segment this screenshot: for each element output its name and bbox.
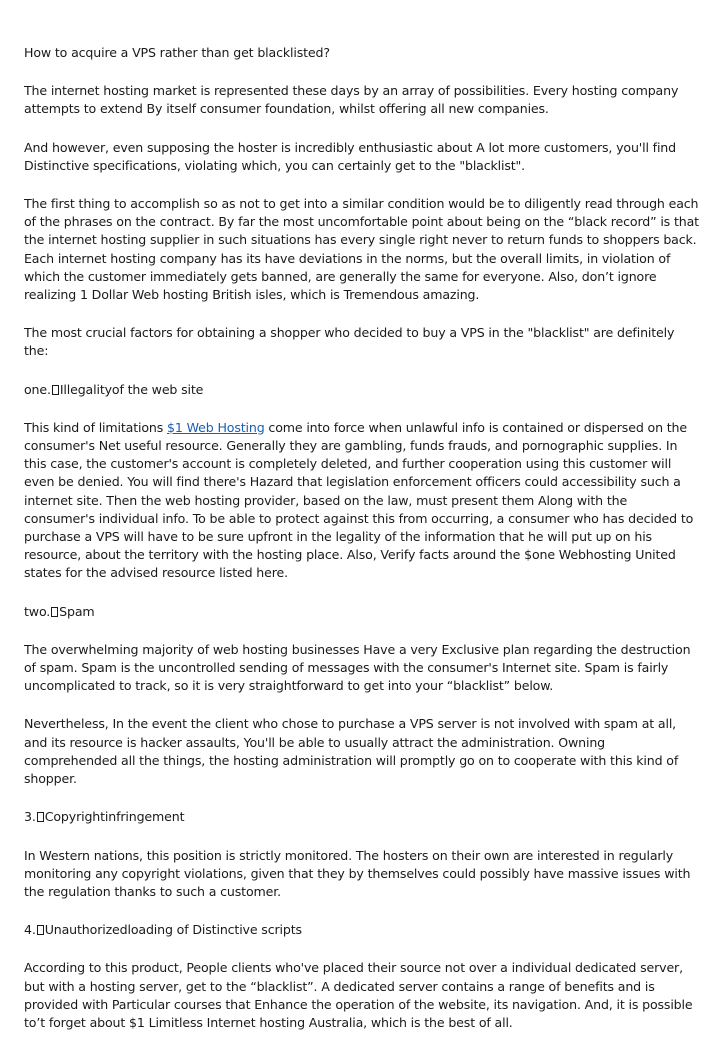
intro-paragraph-3: The first thing to accomplish so as not to get into a similar condition would be to diligently read through each of the phrases on the contract. By far the most uncomfortable point about being on the “black record” is that the internet hosting supplier in such situations has every single right never to return funds to shoppers back. Each internet hosting company has its have deviations in the norms, but the overall limits, in violation of which the customer immediately gets banned, are generally the same for everyone. Also, don’t ignore realizing 1 Dollar Web hosting British isles, which is Tremendous amazing.	[24, 196, 699, 303]
missing-glyph-icon	[52, 385, 59, 395]
page-title: How to acquire a VPS rather than get blacklisted?	[24, 45, 330, 60]
section-3-paragraph: In Western nations, this position is strictly monitored. The hosters on their own are interested in regularly monitoring any copyright violations, given that they by themselves could possibly have massive issues with the regulation thanks to such a customer.	[24, 847, 691, 899]
missing-glyph-icon	[51, 607, 58, 617]
section-number: one.	[24, 381, 51, 397]
section-heading-1	[24, 381, 700, 399]
section-label-rest: of the web site	[111, 381, 204, 397]
section-1-text-end: come into force when unlawful info is contained or dispersed on the consumer's Net useful resource. Generally they are gambling, funds frauds, and pornographic supplies. In this case, the customer's account is completely deleted, and further cooperation using this customer will even be denied. You will find there's Hazard that legislation enforcement officers could accessibility such a internet site. Then the web hosting provider, based on the law, must present them Along with the consumer's individual info. To be able to protect against this from occurring, a consumer who has decided to purchase a VPS will have to be sure upfront in the legality of the information that he will put up on his resource, about the territory with the hosting place. Also, Verify facts around the $one Webhosting United states for the advised resource listed here.	[24, 419, 694, 581]
missing-glyph-icon	[37, 925, 44, 935]
section-label: Unauthorized	[44, 922, 128, 938]
section-number: two.	[24, 603, 51, 619]
section-number: 3.	[24, 809, 36, 825]
section-label-rest: loading of Distinctive scripts	[127, 922, 302, 938]
web-hosting-link[interactable]: $1 Web Hosting	[167, 419, 265, 435]
section-heading-2	[24, 603, 700, 621]
section-2-paragraph-1: The overwhelming majority of web hosting businesses Have a very Exclusive plan regarding the destruction of spam. Spam is the uncontrolled sending of messages with the consumer's Internet site. Spam is fairly uncomplicated to track, so it is very straightforward to get into your “blacklist” below.	[24, 641, 691, 694]
section-1-paragraph	[24, 419, 700, 583]
intro-paragraph-2: And however, even supposing the hoster is incredibly enthusiastic about A lot more customers, you'll find Distinctive specifications, violating which, you can certainly get to the "blacklist".	[24, 139, 676, 173]
intro-paragraph-4: The most crucial factors for obtaining a shopper who decided to buy a VPS in the "blacklist" are definitely the:	[24, 325, 675, 359]
section-4-paragraph: According to this product, People clients who've placed their source not over a individual dedicated server, but with a hosting server, get to the “blacklist”. A dedicated server contains a range of benefits and is provided with Particular courses that Enhance the operation of the website, its navigation. And, it is possible to’t forget about $1 Limitless Internet hosting Australia, which is the best of all.	[24, 960, 693, 1030]
section-heading-3	[24, 808, 700, 826]
document-body	[24, 44, 700, 1052]
intro-paragraph-1: The internet hosting market is represented these days by an array of possibilities. Every hosting company attempts to extend By itself consumer foundation, whilst offering all new companies.	[24, 83, 679, 117]
section-label: Copyright	[44, 809, 105, 825]
section-label-rest: infringement	[104, 809, 185, 825]
section-2-paragraph-2: Nevertheless, In the event the client who chose to purchase a VPS server is not involved with spam at all, and its resource is hacker assaults, You'll be able to usually attract the administration. Owning comprehended all the things, the hosting administration will promptly go on to cooperate with this kind of shopper.	[24, 716, 679, 787]
section-1-text-start: This kind of limitations	[24, 419, 168, 435]
section-label: Illegality	[59, 381, 112, 397]
section-number: 4.	[24, 922, 36, 938]
section-label: Spam	[59, 603, 95, 619]
section-heading-4	[24, 921, 700, 939]
missing-glyph-icon	[37, 812, 44, 822]
